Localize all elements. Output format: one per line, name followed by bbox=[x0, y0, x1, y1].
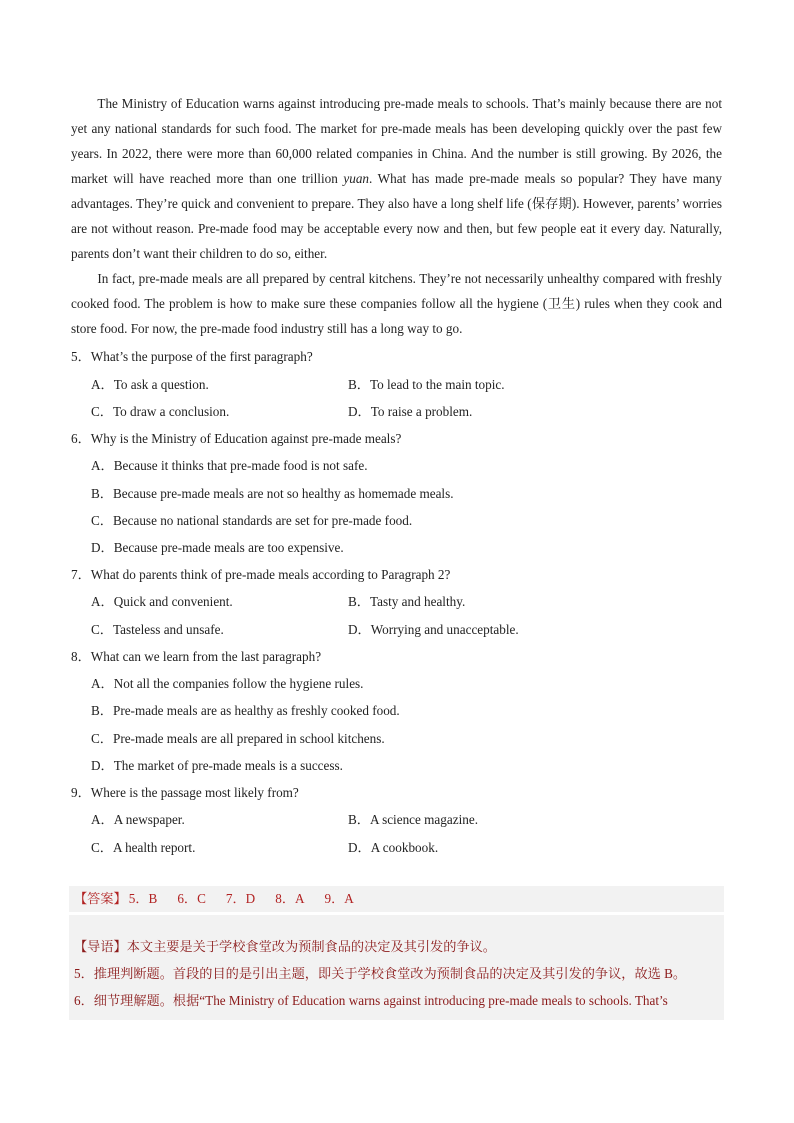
answer-6: 6．C bbox=[177, 891, 206, 906]
option-9c: C．A health report. bbox=[91, 840, 196, 855]
passage-text: The Ministry of Education warns against introducing pre-made meals to schools. That’s mainly because there are not yet any national standards for such food. The market for pre-made meals has been developing quickly over the past few years. In 2022, there were more than 60,000 related companies in China. And the number is still growing. By 2026, the market will have reached more than one trillion bbox=[71, 96, 722, 186]
explanation-q5: 5．推理判断题。首段的目的是引出主题，即关于学校食堂改为预制食品的决定及其引发的争议，故选 B。 bbox=[74, 966, 687, 981]
option-7d: D．Worrying and unacceptable. bbox=[348, 622, 519, 637]
question-5: 5．What’s the purpose of the first paragraph? bbox=[71, 349, 313, 364]
answer-tag: 【答案】 bbox=[74, 891, 127, 906]
option-6c: C．Because no national standards are set for pre-made food. bbox=[91, 513, 413, 528]
option-6d: D．Because pre-made meals are too expensive. bbox=[91, 540, 344, 555]
guide-intro: 【导语】本文主要是关于学校食堂改为预制食品的决定及其引发的争议。 bbox=[74, 939, 496, 954]
option-7b: B．Tasty and healthy. bbox=[348, 594, 466, 609]
passage-paragraph-2: In fact, pre-made meals are all prepared by central kitchens. They’re not necessarily unhealthy compared with freshly cooked food. The problem is how to make sure these companies follow all the hygiene (卫生) rules when they cook and store food. For now, the pre-made food industry still has a long way to go. bbox=[71, 271, 722, 336]
answer-7: 7．D bbox=[225, 891, 256, 906]
passage-text: . What has made pre-made meals so popular? They have many advantages. They’re quick and convenient to prepare. They also have a long shelf life (保存期). However, parents’ worries are not without reason. Pre-made food may be acceptable every now and then, but few people eat it every day. Naturally, parents don’t want their children to do so, either. bbox=[71, 171, 722, 261]
option-5d: D．To raise a problem. bbox=[348, 404, 473, 419]
answer-box bbox=[69, 886, 724, 912]
option-9d: D．A cookbook. bbox=[348, 840, 439, 855]
answer-9: 9．A bbox=[324, 891, 354, 906]
option-8a: A．Not all the companies follow the hygiene rules. bbox=[91, 676, 364, 691]
option-5b: B．To lead to the main topic. bbox=[348, 377, 505, 392]
reading-passage bbox=[71, 91, 722, 341]
question-7: 7．What do parents think of pre-made meals according to Paragraph 2? bbox=[71, 567, 451, 582]
option-8c: C．Pre-made meals are all prepared in school kitchens. bbox=[91, 731, 385, 746]
question-6: 6．Why is the Ministry of Education against pre-made meals? bbox=[71, 431, 402, 446]
answer-5: 5．B bbox=[128, 891, 158, 906]
answer-8: 8．A bbox=[275, 891, 305, 906]
option-8d: D．The market of pre-made meals is a success. bbox=[91, 758, 343, 773]
explanation-q6: 6．细节理解题。根据“The Ministry of Education warns against introducing pre-made meals to schools. That’s bbox=[74, 993, 668, 1008]
option-5a: A．To ask a question. bbox=[91, 377, 209, 392]
option-7a: A．Quick and convenient. bbox=[91, 594, 233, 609]
option-8b: B．Pre-made meals are as healthy as freshly cooked food. bbox=[91, 703, 400, 718]
option-6a: A．Because it thinks that pre-made food is not safe. bbox=[91, 458, 368, 473]
question-9: 9．Where is the passage most likely from? bbox=[71, 785, 299, 800]
explanation-box bbox=[69, 915, 724, 1020]
question-8: 8．What can we learn from the last paragraph? bbox=[71, 649, 322, 664]
italic-word: yuan bbox=[343, 171, 370, 186]
option-7c: C．Tasteless and unsafe. bbox=[91, 622, 224, 637]
passage-paragraph-1 bbox=[71, 91, 722, 266]
option-9b: B．A science magazine. bbox=[348, 812, 478, 827]
option-6b: B．Because pre-made meals are not so healthy as homemade meals. bbox=[91, 486, 454, 501]
option-5c: C．To draw a conclusion. bbox=[91, 404, 230, 419]
option-9a: A．A newspaper. bbox=[91, 812, 185, 827]
